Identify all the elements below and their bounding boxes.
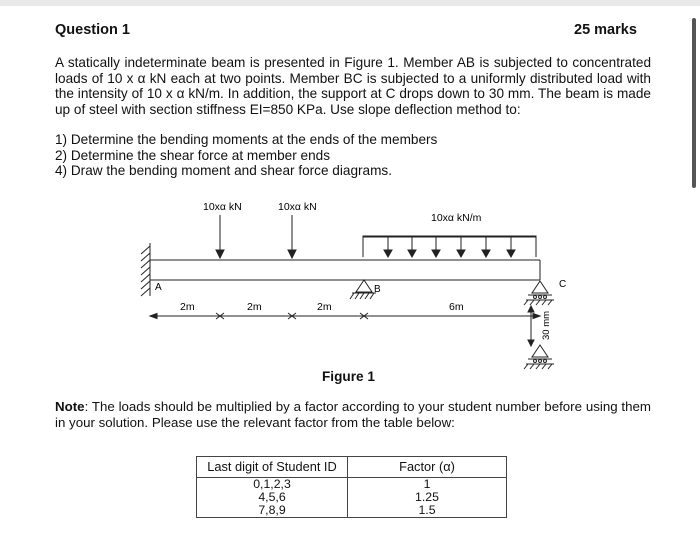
table-cell: 0,1,2,3	[197, 478, 348, 492]
point-load-2-label: 10xα kN	[278, 201, 317, 213]
factor-table	[196, 456, 507, 518]
note-paragraph	[55, 399, 651, 430]
label-c: C	[559, 279, 567, 290]
dimension-2m-2: 2m	[247, 301, 262, 313]
note-text: : The loads should be multiplied by a factor according to your student number before using them in your solution. Please use the relevant factor from the table below:	[55, 399, 651, 430]
task-item: 2) Determine the shear force at member ends	[55, 147, 331, 163]
table-header-factor: Factor (α)	[348, 457, 507, 478]
point-load-1	[216, 215, 224, 258]
settled-support-c	[524, 345, 554, 369]
point-load-2	[288, 215, 296, 258]
settlement-dimension	[528, 306, 534, 346]
dimension-2m-3: 2m	[317, 301, 332, 313]
dimension-2m-1: 2m	[180, 301, 195, 313]
table-header-student-id: Last digit of Student ID	[197, 457, 348, 478]
note-label: Note	[55, 399, 85, 414]
scrollbar[interactable]	[692, 18, 696, 188]
point-load-1-label: 10xα kN	[203, 201, 242, 213]
beam	[150, 260, 540, 280]
distributed-load-label: 10xα kN/m	[431, 212, 482, 224]
task-list	[55, 132, 437, 179]
table-cell: 1.25	[348, 491, 507, 504]
table-cell: 1	[348, 478, 507, 492]
problem-statement: A statically indeterminate beam is presented in Figure 1. Member AB is subjected to concentrated loads of 10 x α kN each at two points. Member BC is subjected to a uniformly distributed load with the intensity of 10 x α kN/m. In addition, the support at C drops down to 30 mm. The beam is made up of steel with section stiffness EI=850 KPa. Use slope deflection method to:	[55, 55, 651, 117]
table-row	[197, 478, 507, 492]
question-title: Question 1	[55, 22, 130, 38]
roller-support-c	[524, 281, 554, 305]
task-item: 4) Draw the bending moment and shear force diagrams.	[55, 163, 392, 179]
table-cell: 1.5	[348, 504, 507, 518]
settlement-label: 30 mm	[541, 310, 552, 340]
table-row	[197, 504, 507, 518]
label-a: A	[155, 282, 162, 293]
distributed-load	[363, 236, 536, 257]
table-row	[197, 491, 507, 504]
table-cell: 4,5,6	[197, 491, 348, 504]
table-cell: 7,8,9	[197, 504, 348, 518]
label-b: B	[374, 284, 381, 295]
fixed-support-a	[141, 243, 150, 296]
figure-caption: Figure 1	[322, 369, 375, 384]
task-item: 1) Determine the bending moments at the ends of the members	[55, 132, 438, 147]
dimension-6m: 6m	[449, 301, 464, 313]
pin-support-b	[350, 280, 376, 299]
dimension-line	[150, 313, 540, 319]
top-border	[0, 0, 700, 6]
table-header-row	[197, 457, 507, 478]
beam-diagram	[0, 195, 700, 370]
marks-label: 25 marks	[574, 22, 637, 38]
